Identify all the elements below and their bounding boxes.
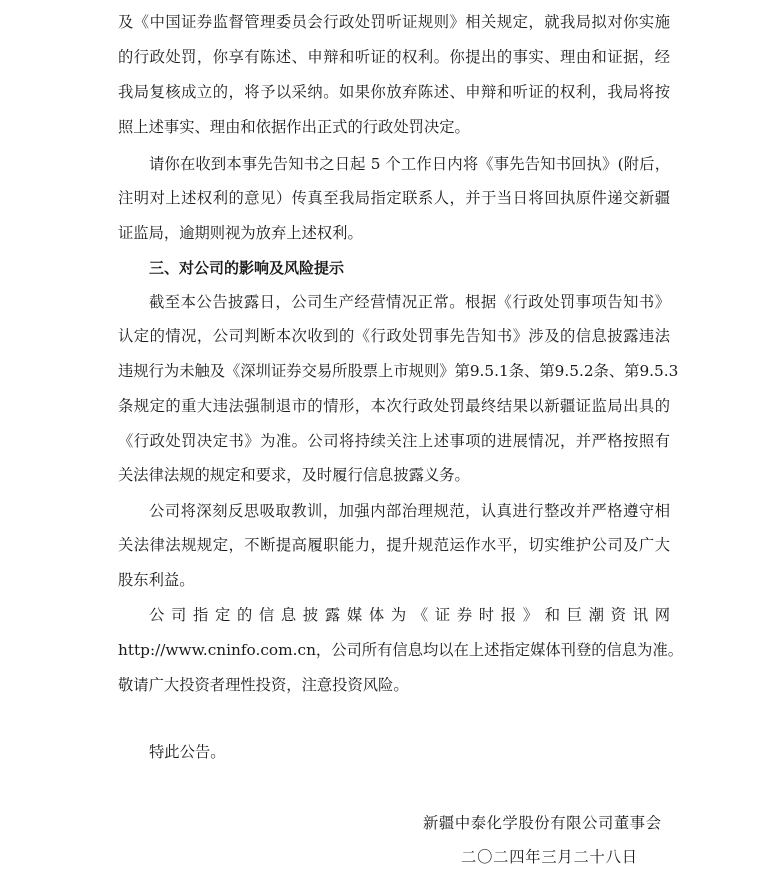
- paragraph-line: 请你在收到本事先告知书之日起 5 个工作日内将《事先告知书回执》(附后，: [149, 155, 670, 173]
- signature-company: 新疆中泰化学股份有限公司董事会: [423, 814, 661, 832]
- paragraph-line: 我局复核成立的，将予以采纳。如果你放弃陈述、申辩和听证的权利，我局将按: [118, 83, 670, 101]
- paragraph-line: 的行政处罚，你享有陈述、申辩和听证的权利。你提出的事实、理由和证据，经: [118, 48, 670, 66]
- paragraph-line: 关法律法规规定，不断提高履职能力，提升规范运作水平，切实维护公司及广大: [118, 536, 670, 554]
- paragraph-line: 公司将深刻反思吸取教训，加强内部治理规范，认真进行整改并严格遵守相: [149, 502, 670, 520]
- paragraph-line: 敬请广大投资者理性投资，注意投资风险。: [118, 676, 409, 694]
- paragraph-line-with-url: http://www.cninfo.com.cn，公司所有信息均以在上述指定媒体刊登的信息为准。: [118, 641, 684, 659]
- paragraph-line: 认定的情况，公司判断本次收到的《行政处罚事先告知书》涉及的信息披露违法: [118, 327, 670, 345]
- paragraph-line: 截至本公告披露日，公司生产经营情况正常。根据《行政处罚事项告知书》: [149, 293, 670, 311]
- paragraph-line: 股东利益。: [118, 571, 195, 589]
- paragraph-line: 《行政处罚决定书》为准。公司将持续关注上述事项的进展情况，并严格按照有: [118, 432, 670, 450]
- signature-date: 二〇二四年三月二十八日: [461, 848, 637, 866]
- paragraph-line: 证监局，逾期则视为放弃上述权利。: [118, 224, 363, 242]
- paragraph-line: 关法律法规的规定和要求，及时履行信息披露义务。: [118, 466, 470, 484]
- section-heading: 三、对公司的影响及风险提示: [149, 259, 345, 277]
- paragraph-line: 照上述事实、理由和依据作出正式的行政处罚决定。: [118, 118, 470, 136]
- paragraph-line: 及《中国证券监督管理委员会行政处罚听证规则》相关规定，就我局拟对你实施: [118, 13, 670, 31]
- paragraph-line: 公 司 指 定 的 信 息 披 露 媒 体 为 《 证 券 时 报 》 和 巨 潮 资 讯 网: [149, 606, 670, 624]
- paragraph-line: 违规行为未触及《深圳证券交易所股票上市规则》第9.5.1条、第9.5.2条、第9.5.3: [118, 362, 679, 380]
- paragraph-line: 条规定的重大违法强制退市的情形，本次行政处罚最终结果以新疆证监局出具的: [118, 397, 670, 415]
- closing-statement: 特此公告。: [149, 743, 226, 761]
- paragraph-line: 注明对上述权利的意见）传真至我局指定联系人，并于当日将回执原件递交新疆: [118, 189, 670, 207]
